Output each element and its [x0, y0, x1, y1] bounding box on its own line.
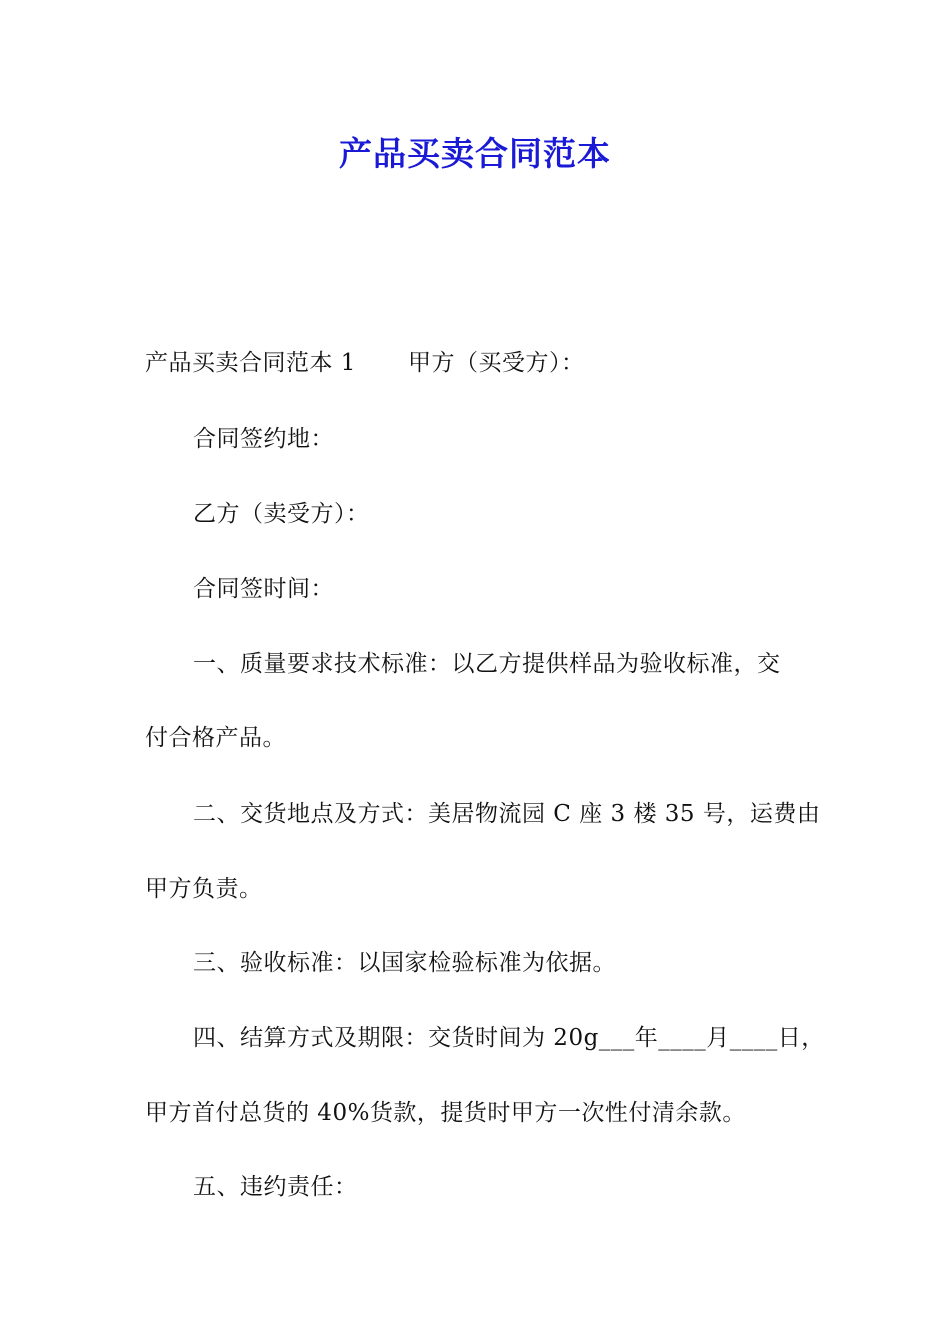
- clause-3: 三、验收标准：以国家检验标准为依据。: [193, 950, 616, 976]
- clause-2-line-1: 二、交货地点及方式：美居物流园 C 座 3 楼 35 号，运费由: [193, 801, 821, 827]
- clause-5: 五、违约责任：: [193, 1174, 358, 1200]
- contract-subtitle: 产品买卖合同范本 1: [145, 350, 356, 376]
- clause-1-line-2: 付合格产品。: [145, 725, 286, 751]
- first-line: [145, 344, 584, 377]
- clause-1-line-1: 一、质量要求技术标准：以乙方提供样品为验收标准，交: [193, 651, 781, 677]
- signing-place: 合同签约地：: [193, 426, 334, 452]
- party-b-label: 乙方（卖受方）：: [193, 501, 370, 527]
- document-title: 产品买卖合同范本: [339, 134, 611, 173]
- party-a-label: 甲方（买受方）：: [407, 350, 585, 376]
- clause-4-line-1: 四、结算方式及期限：交货时间为 20g___年____月____日，: [193, 1025, 825, 1051]
- clause-4-line-2: 甲方首付总货的 40%货款，提货时甲方一次性付清余款。: [145, 1100, 746, 1126]
- signing-time: 合同签时间：: [193, 576, 334, 602]
- clause-2-line-2: 甲方负责。: [145, 876, 263, 902]
